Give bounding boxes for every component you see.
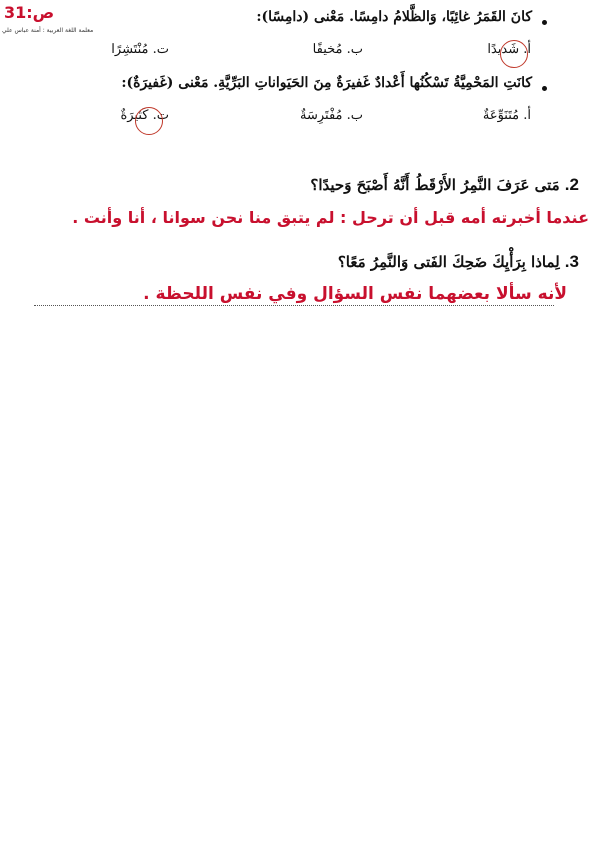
question-2 <box>310 175 579 195</box>
mcq-question-2: كانَتِ المَحْمِيَّةُ تَسْكُنُها أَعْدادٌ غَفيرَةٌ مِنَ الحَيَواناتِ البَرِّيَّةِ. مَعْنى (غَفيرَةٌ): <box>121 75 532 91</box>
answer-2: عندما أخبرته أمه قبل أن ترحل : لم يتبق منا نحن سوانا ، أنا وأنت . <box>72 208 589 227</box>
answer-3: لأنه سألا بعضهما نفس السؤال وفي نفس اللحظة . <box>143 284 567 304</box>
option-letter: ب. <box>346 108 363 123</box>
option-text: شَديدًا <box>487 42 520 57</box>
answer-dotted-line <box>34 305 554 306</box>
mcq-1-option-b[interactable] <box>313 42 363 57</box>
option-text: مُفْتَرِسَةٌ <box>299 108 343 123</box>
teacher-note: معلمة اللغة العربية : أمنة عباس علي <box>2 27 94 34</box>
question-number: 3. <box>564 252 579 271</box>
mcq-2-option-a[interactable] <box>483 108 531 123</box>
bullet-icon <box>542 20 547 25</box>
option-letter: أ. <box>523 108 531 123</box>
option-text: كَثيرَةٌ <box>120 108 149 123</box>
option-text: مُتَنَوِّعَةٌ <box>482 108 520 123</box>
question-text: مَتى عَرَفَ النَّمِرُ الأَرْقَطُ أَنَّهُ أَصْبَحَ وَحيدًا؟ <box>310 176 560 194</box>
mcq-2-option-b[interactable] <box>300 108 363 123</box>
option-letter: ب. <box>346 42 363 57</box>
option-text: مُنْتَشِرًا <box>111 42 149 57</box>
mcq-question-1: كانَ القَمَرُ غائِبًا، وَالظَّلامُ دامِسًا. مَعْنى (دامِسًا): <box>256 9 532 25</box>
question-3 <box>338 252 579 272</box>
option-letter: ت. <box>152 42 169 57</box>
option-letter: ت. <box>152 108 169 123</box>
page-number: ص:31 <box>4 3 55 22</box>
selected-circle-icon <box>135 107 163 135</box>
question-number: 2. <box>564 175 579 194</box>
selected-circle-icon <box>500 40 528 68</box>
option-letter: أ. <box>523 42 531 57</box>
question-text: لِماذا بِرَأْيِكَ ضَحِكَ الفَتى وَالنَّمِرُ مَعًا؟ <box>337 253 560 271</box>
mcq-1-option-c[interactable] <box>111 42 169 57</box>
option-text: مُخيفًا <box>312 42 343 57</box>
bullet-icon <box>542 86 547 91</box>
